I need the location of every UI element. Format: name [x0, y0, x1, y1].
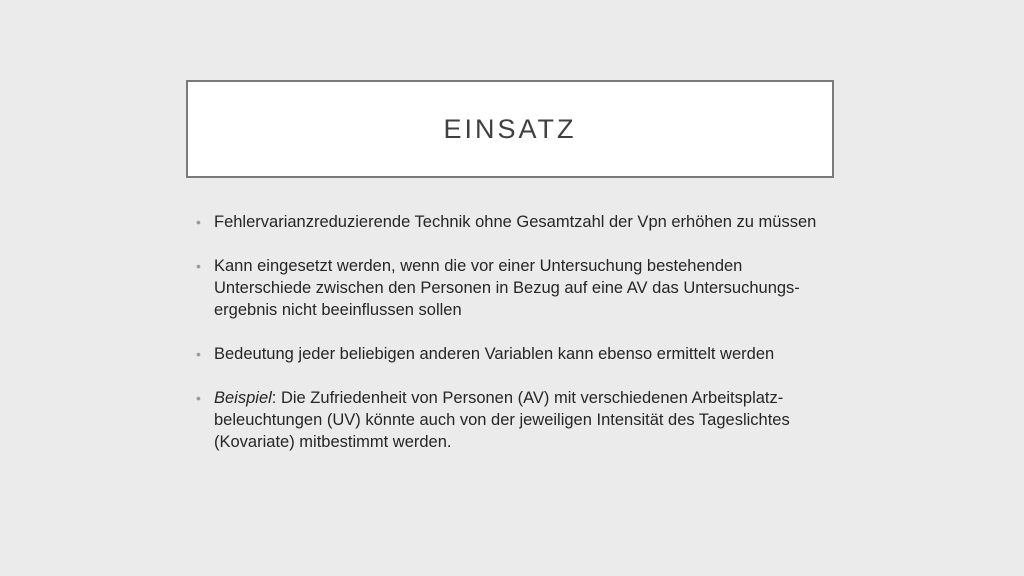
- bullet-text: Kann eingesetzt werden, wenn die vor einer Untersuchung bestehenden Unterschiede zwischen den Personen in Bezug auf eine AV das Untersuchungs-ergebnis nicht beeinflussen sollen: [214, 257, 800, 319]
- bullet-item: [196, 387, 836, 453]
- bullet-dot-icon: •: [196, 258, 201, 274]
- bullet-list: [196, 211, 836, 475]
- example-text: : Die Zufriedenheit von Personen (AV) mit verschiedenen Arbeitsplatz-beleuchtungen (UV) könnte auch von der jeweiligen Intensität des Tageslichtes (Kovariate) mitbestimmt werden.: [214, 389, 790, 451]
- bullet-item: [196, 343, 836, 365]
- example-label: Beispiel: [214, 389, 272, 407]
- bullet-dot-icon: •: [196, 214, 201, 230]
- slide-title: EINSATZ: [443, 113, 577, 144]
- bullet-dot-icon: •: [196, 346, 201, 362]
- bullet-text: [214, 389, 790, 451]
- bullet-item: [196, 211, 836, 233]
- bullet-text: Bedeutung jeder beliebigen anderen Variablen kann ebenso ermittelt werden: [214, 345, 775, 363]
- bullet-item: [196, 255, 836, 321]
- bullet-text: Fehlervarianzreduzierende Technik ohne Gesamtzahl der Vpn erhöhen zu müssen: [214, 213, 817, 231]
- title-box: [186, 80, 834, 178]
- bullet-dot-icon: •: [196, 390, 201, 406]
